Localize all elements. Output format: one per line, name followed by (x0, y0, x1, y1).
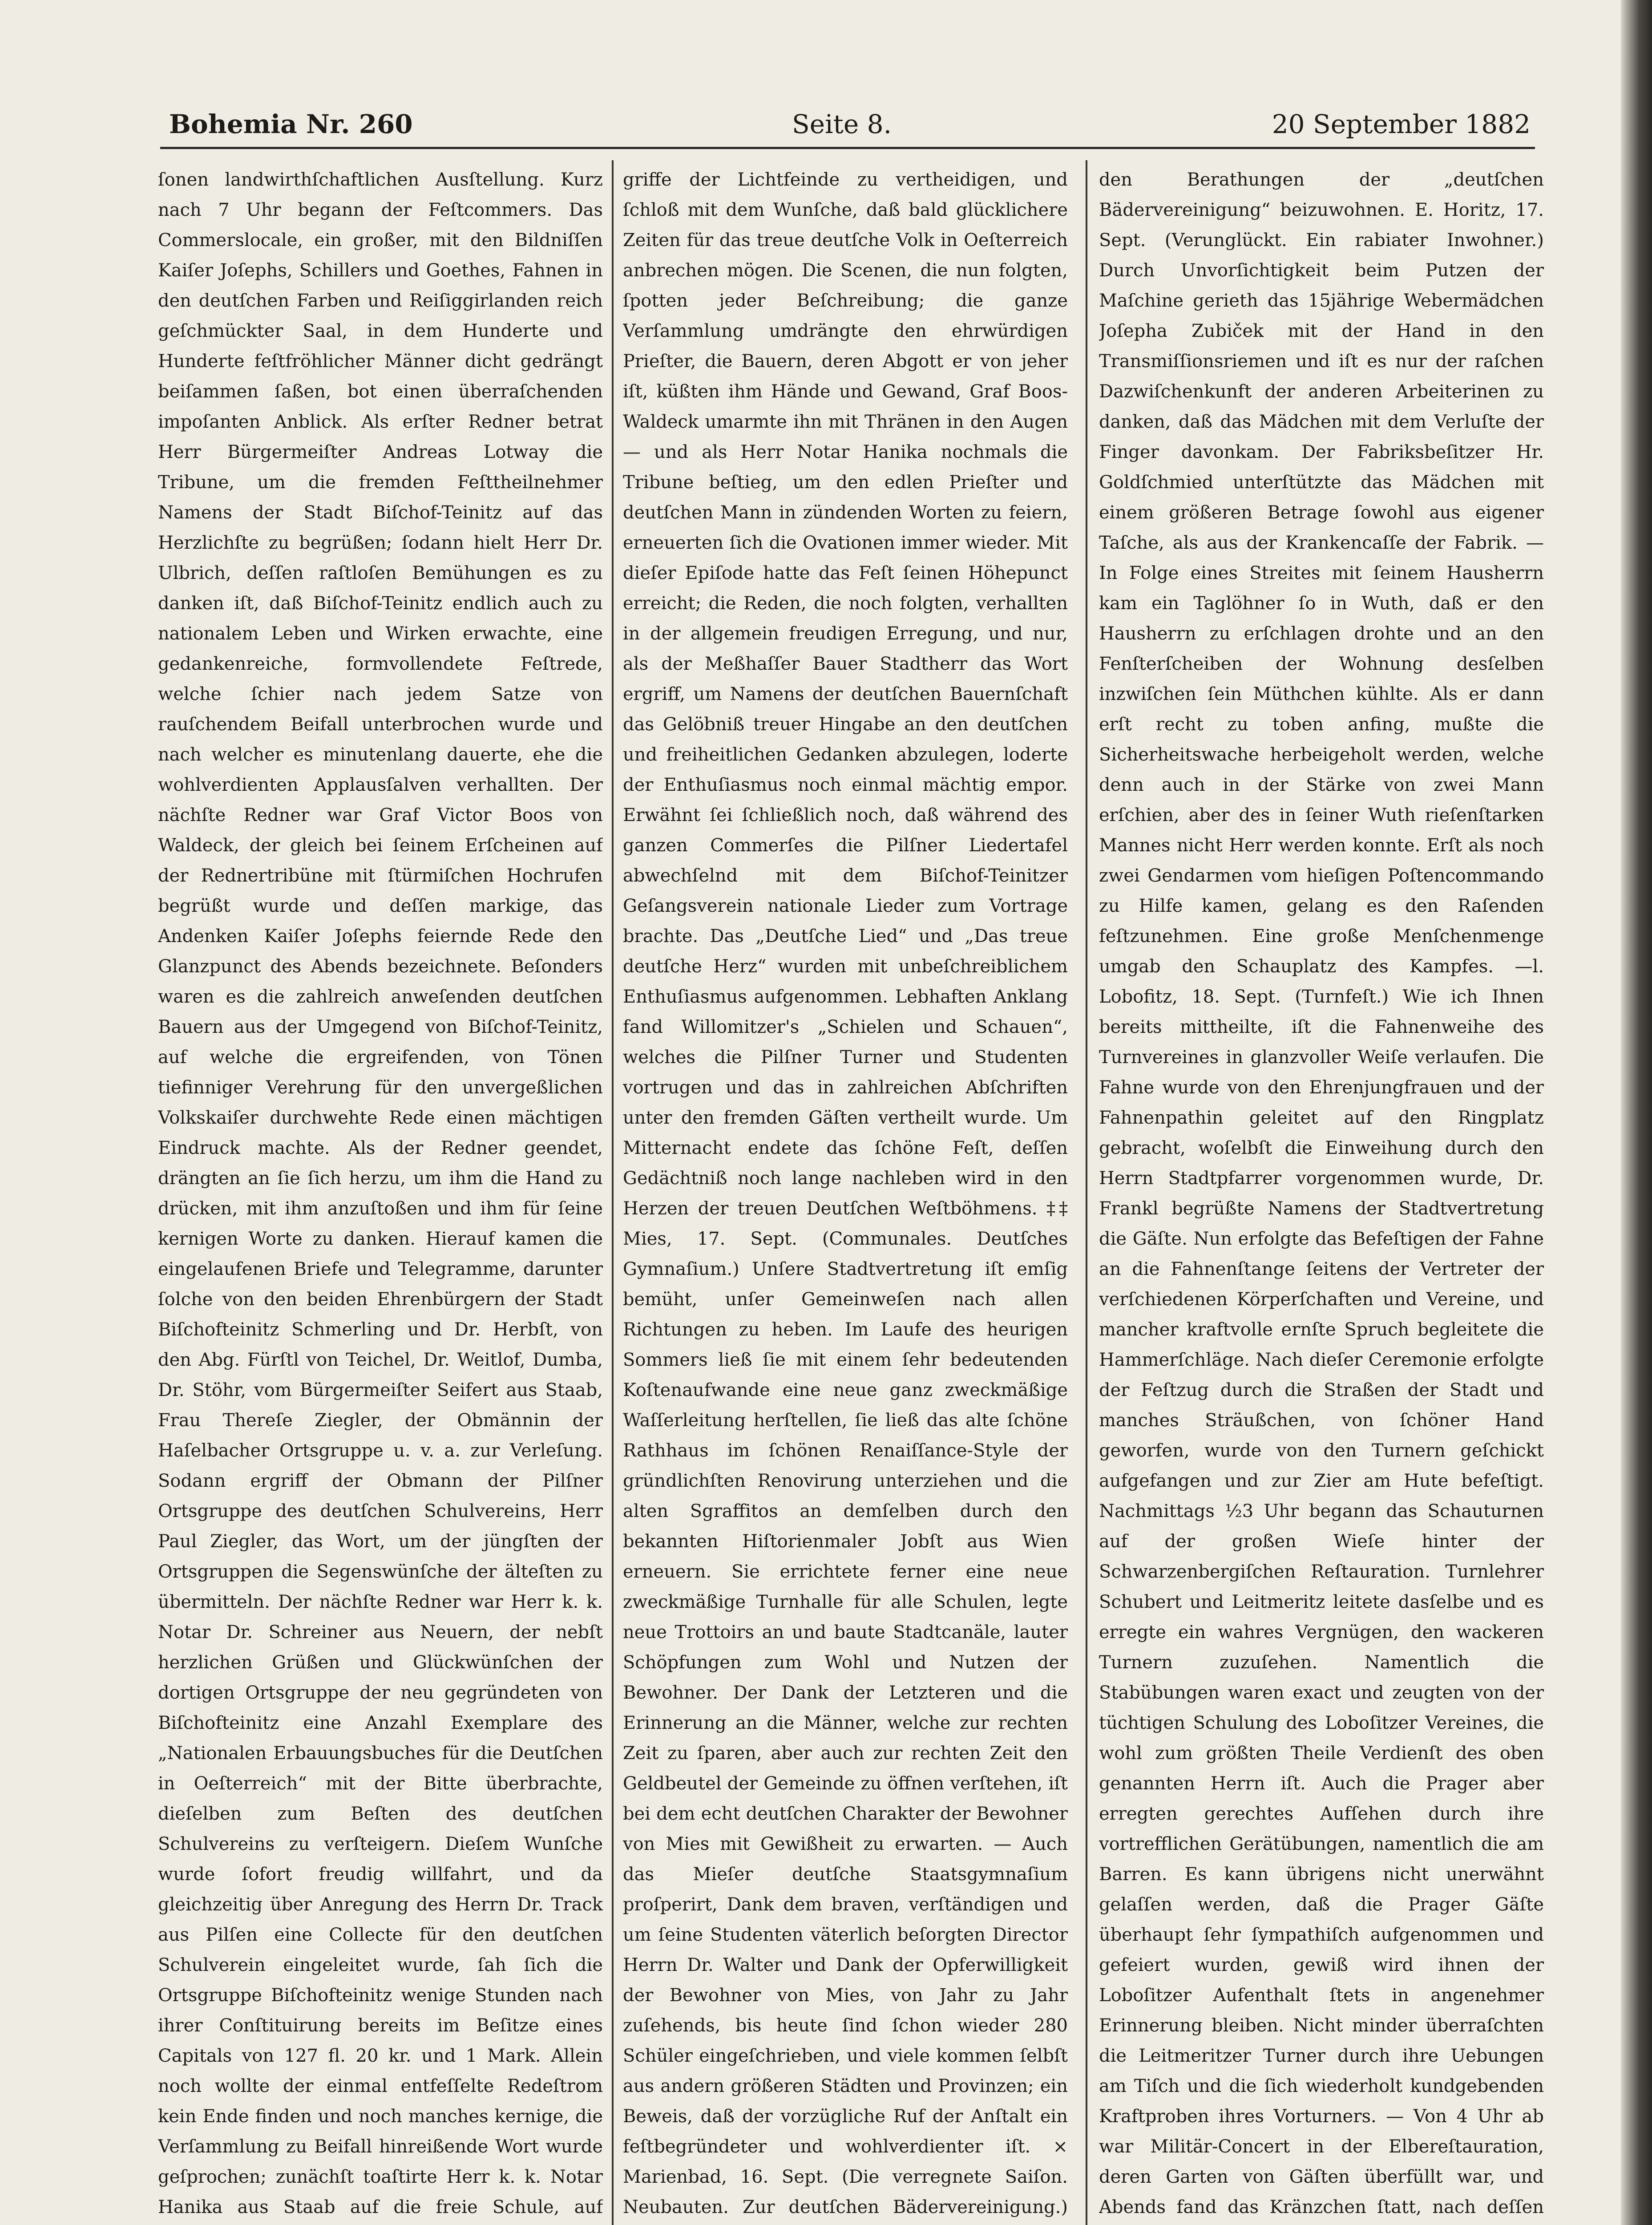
column-2-text: griffe der Lichtfeinde zu vertheidigen, und ſchloß mit dem Wunſche, daß bald glücklichere Zeiten für das treue deutſche Volk in Oeſterreich anbrechen mögen. Die Scenen, die nun folgten, ſpotten jeder Beſchreibung; die ganze Verſammlung umdrängte den ehrwürdigen Prieſter, die Bauern, deren Abgott er von jeher iſt, küßten ihm Hände und Gewand, Graf Boos-Waldeck umarmte ihn mit Thränen in den Augen — und als Herr Notar Hanika nochmals die Tribune beſtieg, um den edlen Prieſter und deutſchen Mann in zündenden Worten zu feiern, erneuerten ſich die Ovationen immer wieder. Mit dieſer Epiſode hatte das Feſt ſeinen Höhepunct erreicht; die Reden, die noch folgten, verhallten in der allgemein freudigen Erregung, und nur, als der Meßhaſſer Bauer Stadtherr das Wort ergriff, um Namens der deutſchen Bauernſchaft das Gelöbniß treuer Hingabe an den deutſchen und freiheitlichen Gedanken abzulegen, loderte der Enthuſiasmus noch einmal mächtig empor. Erwähnt ſei ſchließlich noch, daß während des ganzen Commerſes die Pilſner Liedertafel abwechſelnd mit dem Biſchof-Teinitzer Geſangsverein nationale Lieder zum Vortrage brachte. Das „Deutſche Lied“ und „Das treue deutſche Herz“ wurden mit unbeſchreiblichem Enthuſiasmus aufgenommen. Lebhaften Anklang fand Willomitzer's „Schielen und Schauen“, welches die Pilſner Turner und Studenten vortrugen und das in zahlreichen Abſchriften unter den fremden Gäſten vertheilt wurde. Um Mitternacht endete das ſchöne Feſt, deſſen Gedächtniß noch lange nachleben wird in den Herzen der treuen Deutſchen Weſtböhmens. ‡‡ Mies, 17. Sept. (Communales. Deutſches Gymnaſium.) Unſere Stadtvertretung iſt emſig bemüht, unſer Gemeinweſen nach allen Richtungen zu heben. Im Laufe des heurigen Sommers ließ ſie mit einem ſehr bedeutenden Koſtenaufwande eine neue ganz zweckmäßige Waſſerleitung herſtellen, ſie ließ das alte ſchöne Rathhaus im ſchönen Renaiſſance-Style der gründlichſten Renovirung unterziehen und die alten Sgraffitos an demſelben durch den bekannten Hiſtorienmaler Jobſt aus Wien erneuern. Sie errichtete ferner eine neue zweckmäßige Turnhalle für alle Schulen, legte neue Trottoirs an und baute Stadtcanäle, lauter Schöpfungen zum Wohl und Nutzen der Bewohner. Der Dank der Letzteren und die Erinnerung an die Männer, welche zur rechten Zeit zu ſparen, aber auch zur rechten Zeit den Geldbeutel der Gemeinde zu öffnen verſtehen, iſt bei dem echt deutſchen Charakter der Bewohner von Mies mit Gewißheit zu erwarten. — Auch das Mieſer deutſche Staatsgymnaſium proſperirt, Dank dem braven, verſtändigen und um ſeine Studenten väterlich beſorgten Director Herrn Dr. Walter und Dank der Opferwilligkeit der Bewohner von Mies, von Jahr zu Jahr zuſehends, bis heute ſind ſchon wieder 280 Schüler eingeſchrieben, und viele kommen ſelbſt aus andern größeren Städten und Provinzen; ein Beweis, daß der vorzügliche Ruf der Anſtalt ein feſtbegründeter und wohlverdienter iſt. × Marienbad, 16. Sept. (Die verregnete Saiſon. Neubauten. Zur deutſchen Bädervereinigung.) (623, 170, 1068, 2217)
column-1-text: ſonen landwirthſchaftlichen Ausſtellung. Kurz nach 7 Uhr begann der Feſtcommers. Das Commerslocale, ein großer, mit den Bildniſſen Kaiſer Joſephs, Schillers und Goethes, Fahnen in den deutſchen Farben und Reiſiggirlanden reich geſchmückter Saal, in dem Hunderte und Hunderte feſtfröhlicher Männer dicht gedrängt beiſammen ſaßen, bot einen überraſchenden impoſanten Anblick. Als erſter Redner betrat Herr Bürgermeiſter Andreas Lotway die Tribune, um die fremden Feſttheilnehmer Namens der Stadt Biſchof-Teinitz auf das Herzlichſte zu begrüßen; ſodann hielt Herr Dr. Ulbrich, deſſen raſtloſen Bemühungen es zu danken iſt, daß Biſchof-Teinitz endlich auch zu nationalem Leben und Wirken erwachte, eine gedankenreiche, formvollendete Feſtrede, welche ſchier nach jedem Satze von rauſchendem Beifall unterbrochen wurde und nach welcher es minutenlang dauerte, ehe die wohlverdienten Applausſalven verhallten. Der nächſte Redner war Graf Victor Boos von Waldeck, der gleich bei ſeinem Erſcheinen auf der Rednertribüne mit ſtürmiſchen Hochrufen begrüßt wurde und deſſen markige, das Andenken Kaiſer Joſephs feiernde Rede den Glanzpunct des Abends bezeichnete. Beſonders waren es die zahlreich anweſenden deutſchen Bauern aus der Umgegend von Biſchof-Teinitz, auf welche die ergreifenden, von Tönen tiefinniger Verehrung für den unvergeßlichen Volkskaiſer durchwehte Rede einen mächtigen Eindruck machte. Als der Redner geendet, drängten an ſie ſich herzu, um ihm die Hand zu drücken, mit ihm anzuſtoßen und ihm für ſeine kernigen Worte zu danken. Hierauf kamen die eingelaufenen Briefe und Telegramme, darunter ſolche von den beiden Ehrenbürgern der Stadt Biſchofteinitz Schmerling und Dr. Herbſt, von den Abg. Fürſtl von Teichel, Dr. Weitlof, Dumba, Dr. Stöhr, vom Bürgermeiſter Seifert aus Staab, Frau Thereſe Ziegler, der Obmännin der Haſelbacher Ortsgruppe u. v. a. zur Verleſung. Sodann ergriff der Obmann der Pilſner Ortsgruppe des deutſchen Schulvereins, Herr Paul Ziegler, das Wort, um der jüngſten der Ortsgruppen die Segenswünſche der älteſten zu übermitteln. Der nächſte Redner war Herr k. k. Notar Dr. Schreiner aus Neuern, der nebſt herzlichen Grüßen und Glückwünſchen der dortigen Ortsgruppe der neu gegründeten von Biſchofteinitz eine Anzahl Exemplare des „Nationalen Erbauungsbuches für die Deutſchen in Oeſterreich“ mit der Bitte überbrachte, dieſelben zum Beſten des deutſchen Schulvereins zu verſteigern. Dieſem Wunſche wurde ſofort freudig willfahrt, und da gleichzeitig über Anregung des Herrn Dr. Track aus Pilſen eine Collecte für den deutſchen Schulverein eingeleitet wurde, ſah ſich die Ortsgruppe Biſchofteinitz wenige Stunden nach ihrer Conſtituirung bereits im Beſitze eines Capitals von 127 fl. 20 kr. und 1 Mark. Allein noch wollte der einmal entfeſſelte Redeſtrom kein Ende finden und noch manches kernige, die Verſammlung zu Beifall hinreißende Wort wurde geſprochen; zunächſt toaſtirte Herr k. k. Notar Hanika aus Staab auf die freie Schule, auf (158, 170, 603, 2217)
text-column-1 (158, 165, 603, 2225)
header-divider (160, 147, 1535, 149)
text-column-2 (623, 165, 1068, 2225)
header-date: 20 September 1882 (1272, 109, 1531, 139)
column-divider-2 (1086, 160, 1087, 2225)
column-3-text: den Berathungen der „deutſchen Bädervereinigung“ beizuwohnen. E. Horitz, 17. Sept. (Verunglückt. Ein rabiater Inwohner.) Durch Unvorſichtigkeit beim Putzen der Maſchine gerieth das 15jährige Webermädchen Joſepha Zubiček mit der Hand in den Transmiſſionsriemen und iſt es nur der raſchen Dazwiſchenkunft der anderen Arbeiterinen zu danken, daß das Mädchen mit dem Verluſte der Finger davonkam. Der Fabriksbeſitzer Hr. Goldſchmied unterſtützte das Mädchen mit einem größeren Betrage ſowohl aus eigener Taſche, als aus der Krankencaſſe der Fabrik. — In Folge eines Streites mit ſeinem Hausherrn kam ein Taglöhner ſo in Wuth, daß er den Hausherrn zu erſchlagen drohte und an den Fenſterſcheiben der Wohnung desſelben inzwiſchen ſein Müthchen kühlte. Als er dann erſt recht zu toben anfing, mußte die Sicherheitswache herbeigeholt werden, welche denn auch in der Stärke von zwei Mann erſchien, aber des in ſeiner Wuth rieſenſtarken Mannes nicht Herr werden konnte. Erſt als noch zwei Gendarmen vom hieſigen Poſtencommando zu Hilfe kamen, gelang es den Raſenden feſtzunehmen. Eine große Menſchenmenge umgab den Schauplatz des Kampfes. —l. Lobofitz, 18. Sept. (Turnfeſt.) Wie ich Ihnen bereits mittheilte, iſt die Fahnenweihe des Turnvereines in glanzvoller Weiſe verlaufen. Die Fahne wurde von den Ehrenjungfrauen und der Fahnenpathin geleitet auf den Ringplatz gebracht, woſelbſt die Einweihung durch den Herrn Stadtpfarrer vorgenommen wurde, Dr. Frankl begrüßte Namens der Stadtvertretung die Gäſte. Nun erfolgte das Befeſtigen der Fahne an die Fahnenſtange ſeitens der Vertreter der verſchiedenen Körperſchaften und Vereine, und mancher kraftvolle ernſte Spruch begleitete die Hammerſchläge. Nach dieſer Ceremonie erfolgte der Feſtzug durch die Straßen der Stadt und manches Sträußchen, von ſchöner Hand geworfen, wurde von den Turnern geſchickt aufgefangen und zur Zier am Hute befeſtigt. Nachmittags ½3 Uhr begann das Schauturnen auf der großen Wieſe hinter der Schwarzenbergiſchen Reſtauration. Turnlehrer Schubert und Leitmeritz leitete dasſelbe und es erregte ein wahres Vergnügen, den wackeren Turnern zuzuſehen. Namentlich die Stabübungen waren exact und zeugten von der tüchtigen Schulung des Loboſitzer Vereines, die wohl zum größten Theile Verdienſt des oben genannten Herrn iſt. Auch die Prager aber erregten gerechtes Aufſehen durch ihre vortrefflichen Gerätübungen, namentlich die am Barren. Es kann übrigens nicht unerwähnt gelaſſen werden, daß die Prager Gäſte überhaupt ſehr ſympathiſch aufgenommen und gefeiert wurden, gewiß wird ihnen der Loboſitzer Aufenthalt ſtets in angenehmer Erinnerung bleiben. Nicht minder überraſchten die Leitmeritzer Turner durch ihre Uebungen am Tiſch und die ſich wiederholt kundgebenden Kraftproben ihres Vorturners. — Von 4 Uhr ab war Militär-Concert in der Elbereſtauration, deren Garten von Gäſten überfüllt war, und Abends fand das Kränzchen ſtatt, nach deſſen (1099, 170, 1544, 2217)
header-publication: Bohemia Nr. 260 (169, 109, 413, 139)
header-page-number: Seite 8. (792, 109, 892, 139)
page-header (169, 105, 1531, 145)
scan-edge (1621, 0, 1652, 2225)
column-divider-1 (612, 160, 614, 2225)
text-column-3 (1099, 165, 1544, 2225)
